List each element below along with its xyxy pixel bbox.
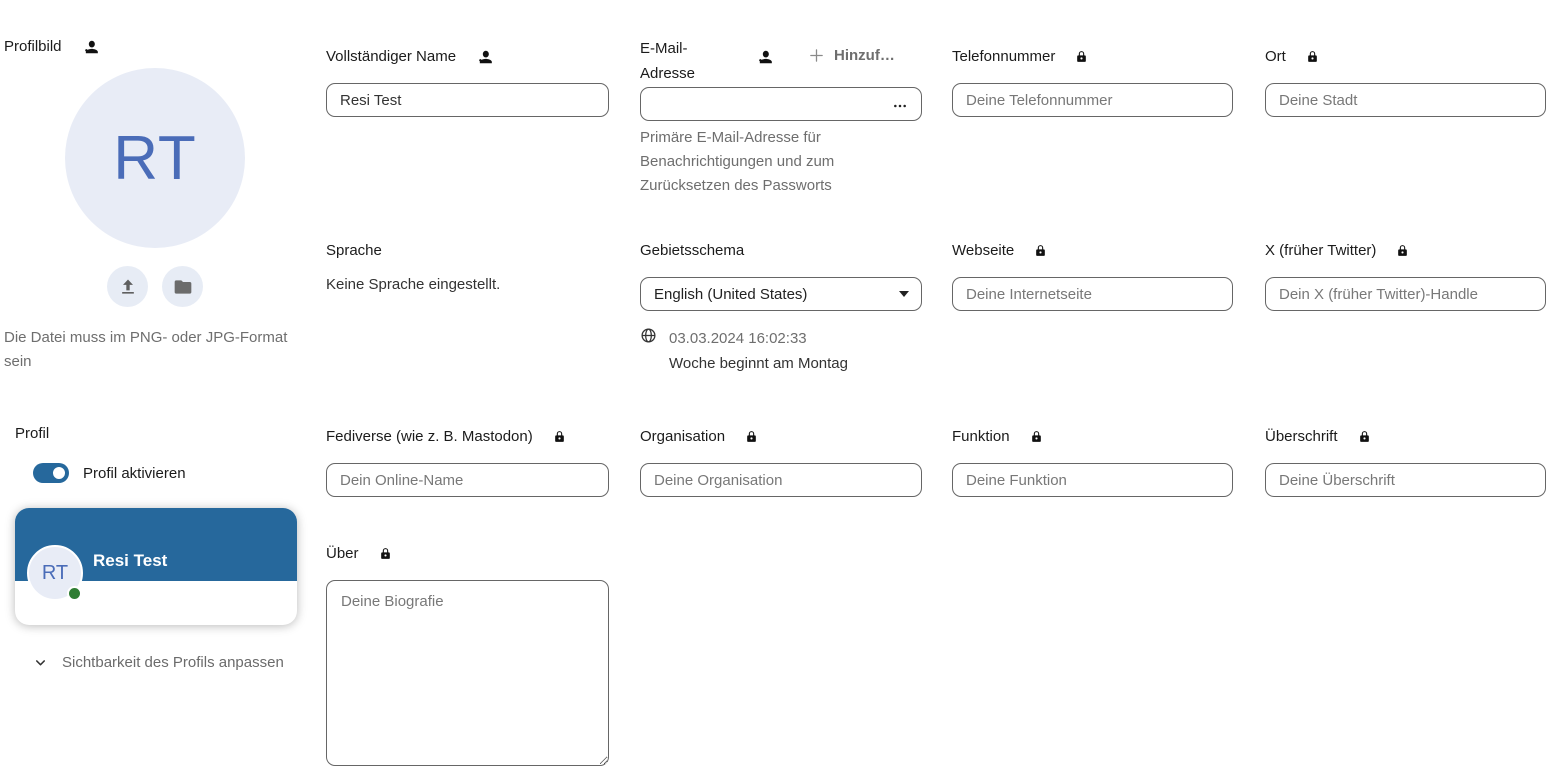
location-label-row: [1265, 48, 1319, 65]
about-label: Über: [326, 545, 359, 562]
phone-label: Telefonnummer: [952, 48, 1056, 65]
lock-icon[interactable]: [1030, 429, 1043, 444]
language-empty-text: Keine Sprache eingestellt.: [326, 276, 501, 293]
location-input[interactable]: [1265, 83, 1546, 117]
ellipsis-icon: [891, 98, 909, 114]
online-status-dot: [67, 586, 82, 601]
profile-picture-label-row: [4, 38, 99, 55]
profile-visibility-label: Sichtbarkeit des Profils anpassen: [62, 654, 284, 671]
email-label: E-Mail-Adresse: [640, 40, 696, 82]
twitter-label: X (früher Twitter): [1265, 242, 1377, 259]
profile-toggle-row: [33, 463, 186, 483]
locale-datetime: 03.03.2024 16:02:33: [669, 330, 807, 347]
profile-card-name: Resi Test: [93, 551, 168, 570]
fullname-input[interactable]: [326, 83, 609, 117]
headline-input[interactable]: [1265, 463, 1546, 497]
fullname-label-row: [326, 48, 493, 65]
lock-icon[interactable]: [1034, 243, 1047, 258]
lock-icon[interactable]: [1396, 243, 1409, 258]
website-label: Webseite: [952, 242, 1015, 259]
lock-icon[interactable]: [1306, 49, 1319, 64]
email-actions-menu-button[interactable]: [889, 96, 911, 116]
fediverse-label-row: [326, 428, 566, 445]
profile-section-label: Profil: [15, 425, 50, 442]
globe-icon: [640, 327, 657, 344]
organisation-input[interactable]: [640, 463, 922, 497]
website-input[interactable]: [952, 277, 1233, 311]
email-input[interactable]: [640, 87, 922, 121]
headline-label: Überschrift: [1265, 428, 1338, 445]
fediverse-label: Fediverse (wie z. B. Mastodon): [326, 428, 533, 445]
account-icon[interactable]: [82, 39, 99, 55]
about-textarea[interactable]: [326, 580, 609, 766]
upload-icon: [118, 277, 138, 297]
account-icon[interactable]: [476, 49, 493, 65]
plus-icon: [808, 47, 825, 64]
lock-icon[interactable]: [1075, 49, 1088, 64]
profile-picture-label: Profilbild: [4, 38, 62, 55]
locale-selected-value: English (United States): [654, 285, 808, 303]
twitter-input[interactable]: [1265, 277, 1546, 311]
twitter-label-row: [1265, 242, 1409, 259]
role-label-row: [952, 428, 1043, 445]
headline-label-row: [1265, 428, 1371, 445]
locale-datetime-row: [640, 326, 848, 376]
lock-icon[interactable]: [745, 429, 758, 444]
role-label: Funktion: [952, 428, 1010, 445]
account-icon[interactable]: [756, 49, 773, 65]
add-email-label: Hinzuf…: [834, 47, 895, 64]
language-label: Sprache: [326, 242, 382, 259]
folder-icon: [173, 277, 193, 297]
locale-week-start: Woche beginnt am Montag: [669, 355, 848, 372]
avatar: [65, 68, 245, 248]
profile-enable-toggle[interactable]: [33, 463, 69, 483]
phone-input[interactable]: [952, 83, 1233, 117]
upload-avatar-button[interactable]: [107, 266, 148, 307]
profile-visibility-expander[interactable]: [33, 654, 284, 671]
browse-avatar-button[interactable]: [162, 266, 203, 307]
fediverse-input[interactable]: [326, 463, 609, 497]
profile-card-initials: RT: [41, 561, 69, 584]
locale-label: Gebietsschema: [640, 242, 745, 259]
caret-down-icon: [899, 291, 909, 297]
toggle-knob: [51, 465, 67, 481]
about-label-row: [326, 545, 392, 562]
phone-label-row: [952, 48, 1088, 65]
avatar-initials: RT: [113, 123, 197, 193]
lock-icon[interactable]: [553, 429, 566, 444]
add-email-button[interactable]: [808, 47, 895, 64]
organisation-label-row: [640, 428, 758, 445]
fullname-label: Vollständiger Name: [326, 48, 457, 65]
email-helper-text: Primäre E-Mail-Adresse für Benachrichtigungen und zum Zurücksetzen des Passworts: [640, 129, 835, 194]
location-label: Ort: [1265, 48, 1286, 65]
profile-toggle-label: Profil aktivieren: [83, 464, 186, 482]
chevron-down-icon: [33, 655, 48, 670]
role-input[interactable]: [952, 463, 1233, 497]
lock-icon[interactable]: [379, 546, 392, 561]
lock-icon[interactable]: [1358, 429, 1371, 444]
website-label-row: [952, 242, 1047, 259]
organisation-label: Organisation: [640, 428, 726, 445]
profile-preview-card: [15, 508, 297, 625]
locale-select[interactable]: [640, 277, 922, 311]
avatar-format-note: Die Datei muss im PNG- oder JPG-Format sein: [4, 329, 288, 370]
